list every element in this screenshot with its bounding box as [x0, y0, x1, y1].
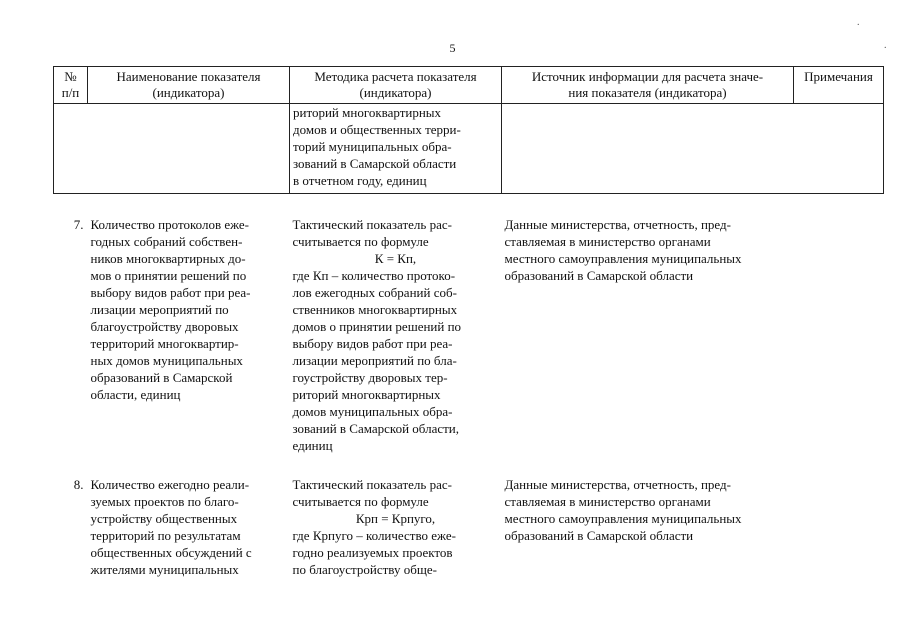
cell-indicator-name: Количество ежегодно реали- зуемых проектов по благо- устройству общественных территорий по результатам общественных обсуждений с жителями муниципальных — [90, 477, 252, 577]
cell-calculation-method: Тактический показатель рас- считывается по формуле К = Кп, где Кп – количество протоко- лов ежегодных собраний соб- ственников многоквартирных домов о принятии решений по выбору видов работ при реа- лизации мероприятий по бла- гоустройству дворовых тер- риторий многоквартирных домов муниципальных обра- зований в Самарской области, единиц — [290, 216, 502, 454]
header-number: № п/п — [54, 67, 88, 104]
table-row — [54, 476, 884, 578]
row-spacer — [54, 194, 884, 217]
cell-indicator-name: Количество протоколов еже- годных собраний собствен- ников многоквартирных до- мов о принятии решений по выбору видов работ при реа- лизации мероприятий по благоустройству дворовых территорий многоквартир- ных домов муниципальных образований в Самарской области, единиц — [90, 217, 251, 402]
table-row — [54, 216, 884, 454]
cell-empty — [54, 104, 88, 194]
scan-speck: . — [857, 17, 860, 28]
cell-empty — [794, 104, 884, 194]
cell-notes — [794, 216, 884, 454]
header-calculation-method: Методика расчета показателя (индикатора) — [290, 67, 502, 104]
cell-information-source: Данные министерства, отчетность, пред- ставляемая в министерство органами местного самоуправления муниципальных образований в Самарской области — [504, 217, 742, 283]
cell-row-number: 8. — [73, 477, 84, 492]
header-information-source: Источник информации для расчета значе- ния показателя (индикатора) — [502, 67, 794, 104]
cell-empty — [502, 104, 794, 194]
formula: Крп = Крпуго, — [355, 511, 436, 526]
indicator-table — [53, 66, 884, 578]
page-number: 5 — [449, 41, 456, 55]
header-indicator-name: Наименование показателя (индикатора) — [88, 67, 290, 104]
header-notes: Примечания — [794, 67, 884, 104]
cell-information-source: Данные министерства, отчетность, пред- ставляемая в министерство органами местного самоуправления муниципальных образований в Самарской области — [504, 477, 742, 543]
cell-method-continuation: риторий многоквартирных домов и общественных терри- торий муниципальных обра- зований в Самарской области в отчетном году, единиц — [290, 104, 502, 194]
table-header-row — [54, 67, 884, 104]
scan-speck: . — [884, 40, 887, 51]
cell-notes — [794, 476, 884, 578]
cell-calculation-method: Тактический показатель рас- считывается по формуле Крп = Крпуго, где Крпуго – количество еже- годно реализуемых проектов по благоустройству обще- — [290, 476, 502, 578]
table-row-continuation — [54, 104, 884, 194]
cell-row-number: 7. — [73, 217, 84, 232]
formula: К = Кп, — [374, 251, 417, 266]
cell-empty — [88, 104, 290, 194]
row-spacer — [54, 454, 884, 476]
